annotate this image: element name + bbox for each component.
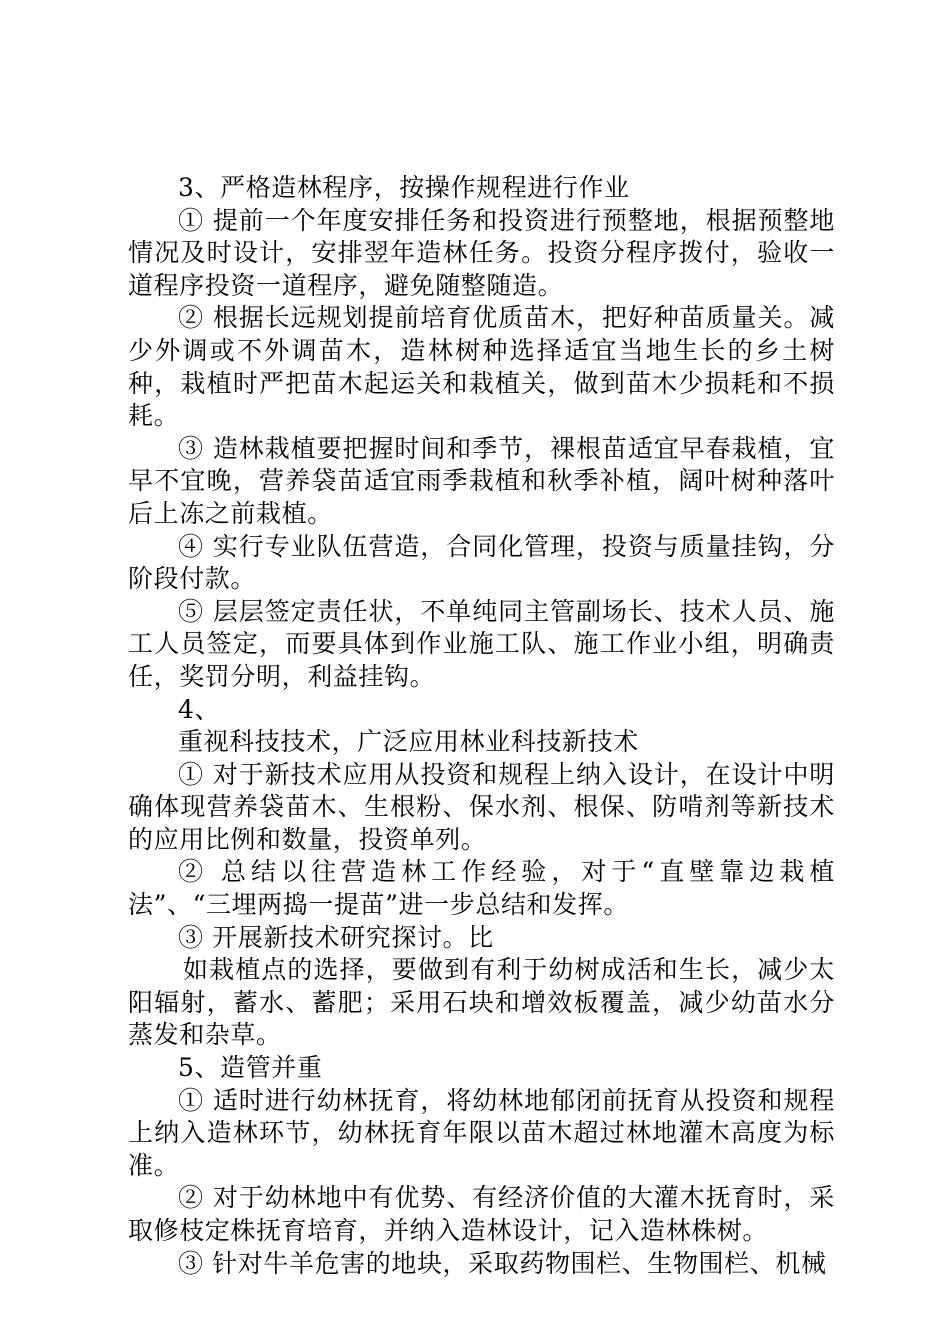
paragraph: ① 提前一个年度安排任务和投资进行预整地，根据预整地情况及时设计，安排翌年造林任务。投资分程序拨付，验收一道程序投资一道程序，避免随整随造。 xyxy=(128,205,835,300)
paragraph: ② 根据长远规划提前培育优质苗木，把好种苗质量关。减少外调或不外调苗木，造林树种选择适宜当地生长的乡土树种，栽植时严把苗木起运关和栽植关，做到苗木少损耗和不损耗。 xyxy=(128,303,835,431)
paragraph: ⑤ 层层签定责任状，不单纯同主管副场长、技术人员、施工人员签定，而要具体到作业施工队、施工作业小组，明确责任，奖罚分明，利益挂钩。 xyxy=(128,596,835,691)
section-heading-5: 5、造管并重 xyxy=(178,1053,323,1083)
paragraph: ④ 实行专业队伍营造，合同化管理，投资与质量挂钩，分阶段付款。 xyxy=(128,531,835,594)
paragraph: ① 适时进行幼林抚育，将幼林地郁闭前抚育从投资和规程上纳入造林环节，幼林抚育年限以苗木超过林地灌木高度为标准。 xyxy=(128,1085,835,1180)
section-heading-3: 3、严格造林程序，按操作规程进行作业 xyxy=(178,173,630,202)
document-body xyxy=(128,172,835,1280)
paragraph: ② 对于幼林地中有优势、有经济价值的大灌木抚育时，采取修枝定株抚育培育，并纳入造林设计，记入造林株树。 xyxy=(128,1183,835,1245)
paragraph: 如栽植点的选择，要做到有利于幼树成活和生长，减少太阳辐射，蓄水、蓄肥；采用石块和增效板覆盖，减少幼苗水分蒸发和杂草。 xyxy=(128,955,835,1050)
paragraph: ③ 造林栽植要把握时间和季节，裸根苗适宜早春栽植，宜早不宜晚，营养袋苗适宜雨季栽植和秋季补植，阔叶树种落叶后上冻之前栽植。 xyxy=(128,433,835,528)
paragraph: ① 对于新技术应用从投资和规程上纳入设计，在设计中明确体现营养袋苗木、生根粉、保水剂、根保、防啃剂等新技术的应用比例和数量，投资单列。 xyxy=(128,759,835,854)
paragraph: ③ 开展新技术研究探讨。比 xyxy=(178,922,494,952)
paragraph: ③ 针对牛羊危害的地块，采取药物围栏、生物围栏、机械 xyxy=(178,1248,827,1278)
paragraph: ② 总结以往营造林工作经验，对于“直壁靠边栽植法”、“三埋两捣一提苗”进一步总结和发挥。 xyxy=(128,857,835,920)
section-number-4: 4、 xyxy=(178,694,221,724)
section-heading-4: 重视科技技术，广泛应用林业科技新技术 xyxy=(178,727,639,757)
